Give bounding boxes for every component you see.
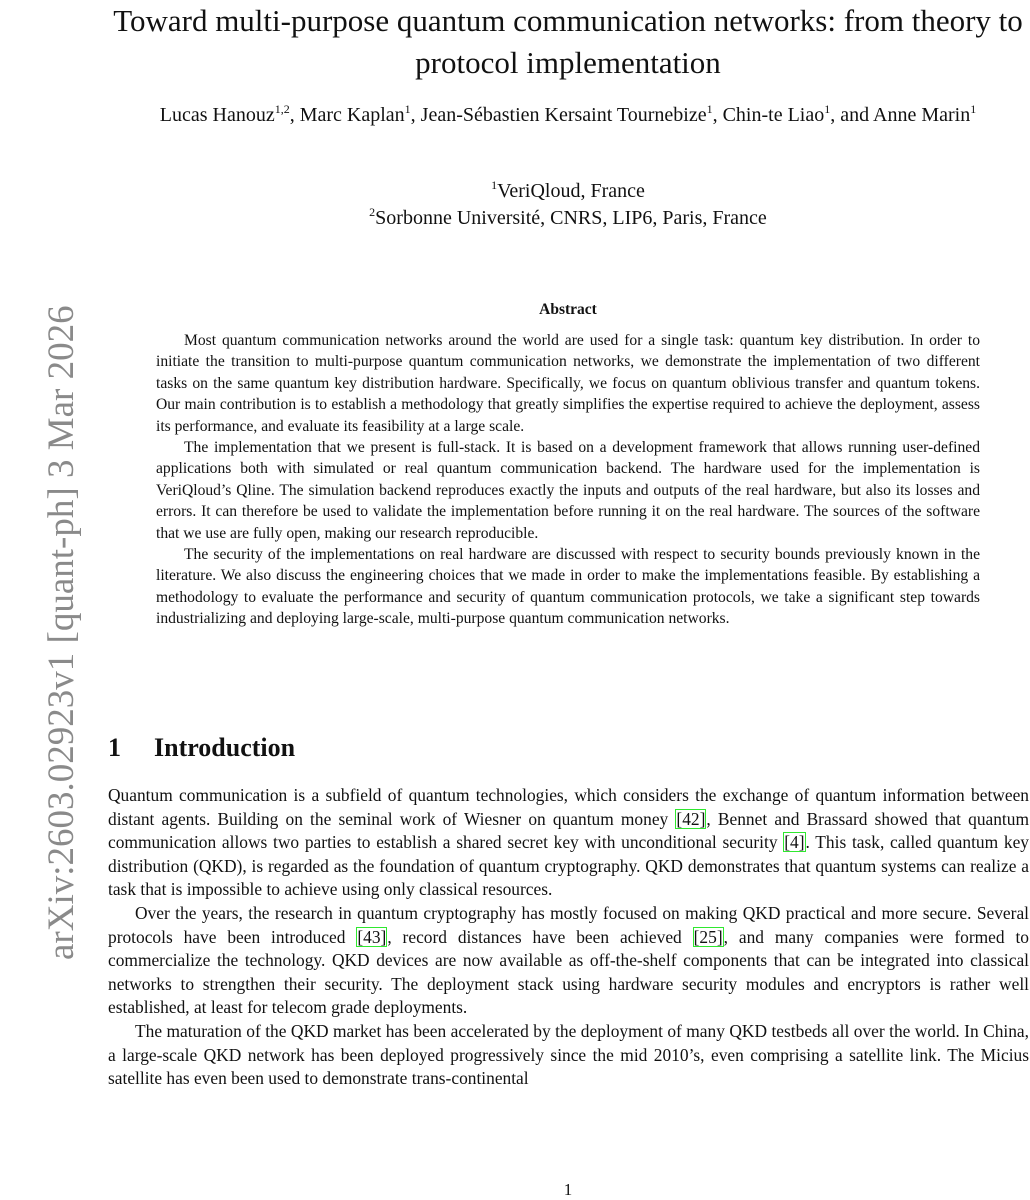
body-text-run: Over the years, the research in quantum cryptography has mostly focused on making QKD practical and more secure. Several protocols have been introduced: [108, 902, 1029, 947]
body-text-run: . This task, called quantum key distribution (QKD), is regarded as the foundation of quantum cryptography. QKD demonstrates that quantum systems can realize a task that is impossible to achieve using only classical resources.: [108, 832, 1029, 900]
author-affil-mark: 1: [824, 102, 831, 116]
body-text-run: Quantum communication is a subfield of quantum technologies, which considers the exchange of quantum information between distant agents. Building on the seminal work of Wiesner on quantum money: [108, 785, 1029, 829]
introduction-body: [108, 784, 1029, 1091]
author-affil-mark: 1: [404, 102, 411, 116]
affiliation-text: Sorbonne Université, CNRS, LIP6, Paris, France: [375, 207, 767, 229]
body-paragraph: [108, 902, 1029, 1020]
body-paragraph: [108, 784, 1029, 902]
affiliation-mark: 2: [369, 205, 376, 219]
abstract-paragraph: Most quantum communication networks around the world are used for a single task: quantum key distribution. In order to initiate the transition to multi-purpose quantum communication networks, we demonstrate the implementation of two different tasks on the same quantum key distribution hardware. Specifically, we focus on quantum oblivious transfer and quantum tokens. Our main contribution is to establish a methodology that greatly simplifies the expertise required to achieve the deployment, assess its performance, and evaluate its feasibility at a large scale.: [156, 332, 980, 435]
affiliation-list: [108, 178, 1028, 232]
paper-title: Toward multi-purpose quantum communication networks: from theory to protocol implementation: [113, 3, 1023, 80]
author-final-separator: , and: [830, 104, 874, 126]
affiliation-mark: 1: [491, 178, 498, 192]
author-name: Lucas Hanouz: [159, 104, 275, 126]
author-name: Marc Kaplan: [299, 104, 405, 126]
author-separator: ,: [410, 104, 421, 126]
arxiv-identifier-stamp: [0, 200, 82, 960]
citation-link[interactable]: [25]: [693, 926, 723, 947]
page-number: 1: [563, 1180, 573, 1199]
abstract-paragraph: The implementation that we present is full-stack. It is based on a development framework that allows running user-defined applications both with simulated or real quantum communication backend. The hardware used for the implementation is VeriQloud’s Qline. The simulation backend reproduces exactly the inputs and outputs of the real hardware, but also its losses and errors. It can therefore be used to validate the implementation before running it on the real hardware. The sources of the software that we use are fully open, making our research reproducible.: [156, 439, 980, 542]
abstract-body: [156, 330, 980, 630]
citation-link[interactable]: [43]: [357, 926, 387, 947]
affiliation: [108, 205, 1028, 232]
author-list: [108, 102, 1028, 129]
citation-link[interactable]: [42]: [676, 808, 706, 829]
abstract-paragraph: The security of the implementations on real hardware are discussed with respect to security bounds previously known in the literature. We also discuss the engineering choices that we made in order to make the implementations feasible. By establishing a methodology to evaluate the performance and security of quantum communication protocols, we take a significant step towards industrializing and deploying large-scale, multi-purpose quantum communication networks.: [156, 546, 980, 628]
author-affil-mark: 1: [970, 102, 977, 116]
author-name: Chin-te Liao: [722, 104, 825, 126]
body-text-run: , record distances have been achieved: [387, 926, 693, 947]
section-title: Introduction: [154, 733, 296, 762]
author-name: Anne Marin: [873, 104, 971, 126]
abstract-heading: Abstract: [539, 301, 597, 318]
body-text-run: , and many companies were formed to commercialize the technology. QKD devices are now available as off-the-shelf components that can be integrated into classical networks to strengthen their security. The deployment stack using hardware security modules and encryptors is rather well established, at least for telecom grade deployments.: [108, 926, 1029, 1018]
citation-link[interactable]: [4]: [784, 832, 805, 853]
author-name: Jean-Sébastien Kersaint Tournebize: [420, 104, 707, 126]
affiliation: [108, 178, 1028, 205]
arxiv-id-text: arXiv:2603.02923v1 [quant-ph] 3 Mar 2026: [41, 305, 82, 960]
author-separator: ,: [712, 104, 723, 126]
author-separator: ,: [289, 104, 300, 126]
body-paragraph: The maturation of the QKD market has been accelerated by the deployment of many QKD testbeds all over the world. In China, a large-scale QKD network has been deployed progressively since the mid 2010’s, even comprising a satellite link. The Micius satellite has even been used to demonstrate trans-continental: [108, 1020, 1029, 1089]
section-number: 1: [108, 733, 121, 762]
affiliation-text: VeriQloud, France: [497, 180, 645, 202]
author-affil-mark: 1: [706, 102, 713, 116]
author-affil-mark: 1,2: [274, 102, 290, 116]
section-heading: [108, 733, 295, 763]
body-text-run: , Bennet and Brassard showed that quantum communication allows two parties to establish a shared secret key with unconditional security: [108, 808, 1029, 853]
